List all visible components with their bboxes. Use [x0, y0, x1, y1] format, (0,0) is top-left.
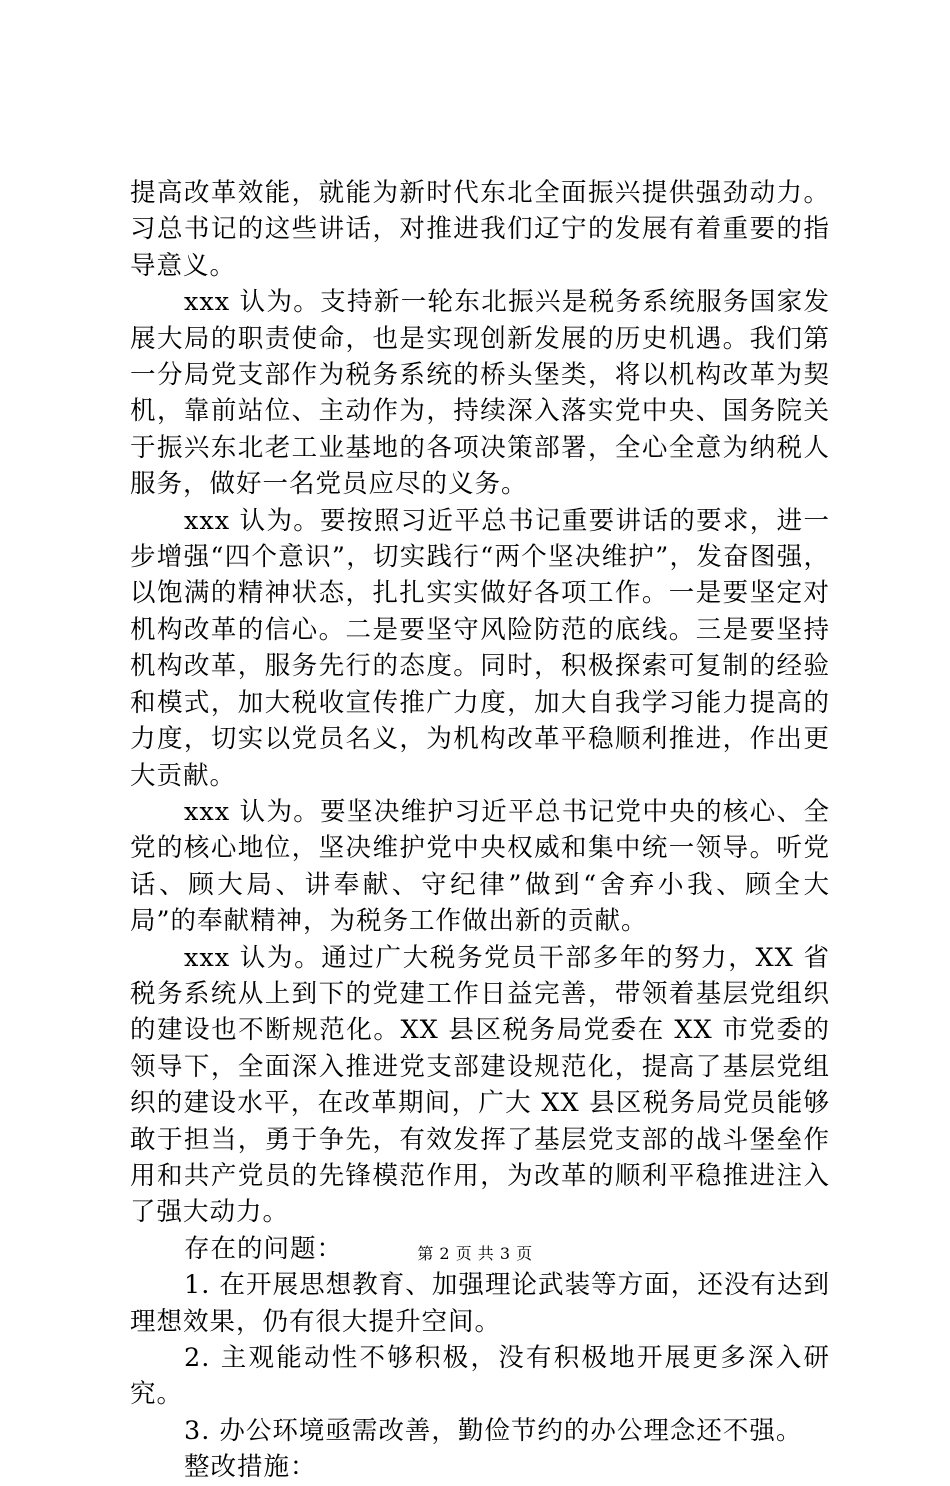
problem-item-2: 2. 主观能动性不够积极，没有积极地开展更多深入研究。	[130, 1343, 830, 1410]
problem-item-3: 3. 办公环境亟需改善，勤俭节约的办公理念还不强。	[184, 1415, 803, 1446]
paragraph-continuation: 提高改革效能，就能为新时代东北全面振兴提供强劲动力。习总书记的这些讲话，对推进我们辽宁的发展有着重要的指导意义。	[130, 178, 830, 281]
document-body	[130, 175, 830, 1486]
paragraph-opinion-1: xxx 认为。支持新一轮东北振兴是税务系统服务国家发展大局的职责使命，也是实现创新发展的历史机遇。我们第一分局党支部作为税务系统的桥头堡类，将以机构改革为契机，靠前站位、主动作为，持续深入落实党中央、国务院关于振兴东北老工业基地的各项决策部署，全心全意为纳税人服务，做好一名党员应尽的义务。	[130, 287, 830, 500]
paragraph-opinion-3: xxx 认为。要坚决维护习近平总书记党中央的核心、全党的核心地位，坚决维护党中央权威和集中统一领导。听党话、顾大局、讲奉献、守纪律”做到“舍弃小我、顾全大局”的奉献精神，为税务工作做出新的贡献。	[130, 796, 830, 937]
paragraph-opinion-4: xxx 认为。通过广大税务党员干部多年的努力，XX 省税务系统从上到下的党建工作日益完善，带领着基层党组织的建设也不断规范化。XX 县区税务局党委在 XX 市党委的领导下，全面深入推进党支部建设规范化，提高了基层党组织的建设水平，在改革期间，广大 XX 县区税务局党员能够敢于担当，勇于争先，有效发挥了基层党支部的战斗堡垒作用和共产党员的先锋模范作用，为改革的顺利平稳推进注入了强大动力。	[130, 942, 830, 1228]
section-heading-measures: 整改措施：	[184, 1452, 317, 1483]
page-number-footer: 第 2 页 共 3 页	[417, 1244, 533, 1263]
section-heading-problems: 存在的问题：	[184, 1233, 344, 1264]
problem-item-1: 1. 在开展思想教育、加强理论武装等方面，还没有达到理想效果，仍有很大提升空间。	[130, 1270, 830, 1337]
paragraph-opinion-2: xxx 认为。要按照习近平总书记重要讲话的要求，进一步增强“四个意识”，切实践行“两个坚决维护”，发奋图强，以饱满的精神状态，扎扎实实做好各项工作。一是要坚定对机构改革的信心。二是要坚守风险防范的底线。三是要坚持机构改革，服务先行的态度。同时，积极探索可复制的经验和模式，加大税收宣传推广力度，加大自我学习能力提高的力度，切实以党员名义，为机构改革平稳顺利推进，作出更大贡献。	[130, 505, 830, 791]
